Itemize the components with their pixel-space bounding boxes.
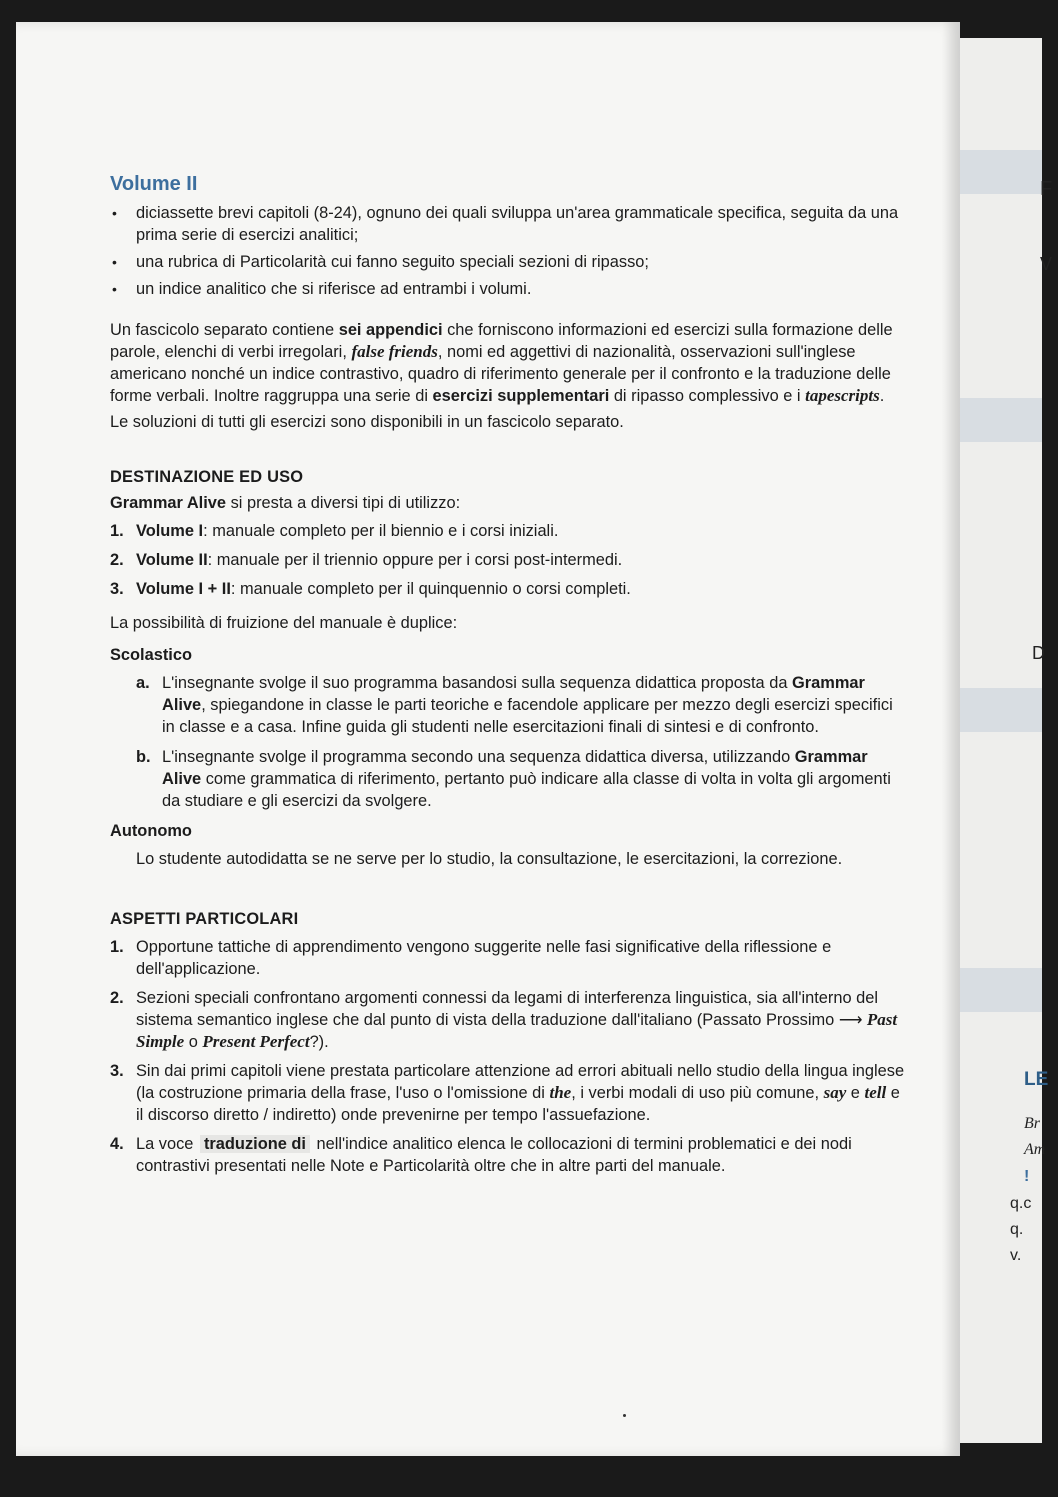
list-item: 1. Opportune tattiche di apprendimento vengono suggerite nelle fasi significative della riflessione e dell'applicazione. xyxy=(110,938,832,978)
adjacent-br: Br xyxy=(1024,1115,1040,1132)
section-heading-destinazione: DESTINAZIONE ED USO xyxy=(110,468,304,486)
arrow-icon: ⟶ xyxy=(838,1011,863,1029)
volume-list xyxy=(110,202,910,300)
volume-title: Volume II xyxy=(110,173,198,195)
adjacent-letter-f: F xyxy=(1040,178,1053,200)
scolastico-list xyxy=(110,672,910,812)
list-item: • un indice analitico che si riferisce ad entrambi i volumi. xyxy=(110,278,910,300)
destinazione-intro: Grammar Alive si presta a diversi tipi di utilizzo: xyxy=(110,494,461,512)
list-item: 4. La voce traduzione di nell'indice analitico elenca le collocazioni di termini problematici e dei nodi contrastivi presentati nelle Note e Particolarità oltre che in altre parti del manuale. xyxy=(110,1135,852,1175)
print-speck xyxy=(623,1414,626,1417)
adjacent-page-band xyxy=(958,150,1042,194)
adjacent-letter-v: V xyxy=(1040,254,1053,274)
adjacent-abbr: q. xyxy=(1010,1221,1024,1238)
adjacent-abbr: q.c xyxy=(1010,1195,1032,1212)
list-item: 2. Volume II: manuale per il triennio oppure per i corsi post-intermedi. xyxy=(110,551,623,569)
adjacent-letter-d: D xyxy=(1032,643,1045,663)
english-term: tell xyxy=(864,1083,887,1102)
list-item: b. L'insegnante svolge il programma secondo una sequenza didattica diversa, utilizzando Grammar Alive come grammatica di riferimento, pertanto può indicare alla classe di volta in volta gli argomenti da studiare e gli esercizi da svolgere. xyxy=(136,748,891,810)
page-content xyxy=(110,150,910,1184)
subheading-autonomo: Autonomo xyxy=(110,822,192,840)
list-item: • una rubrica di Particolarità cui fanno seguito speciali sezioni di ripasso; xyxy=(110,251,910,273)
soluzioni-paragraph: Le soluzioni di tutti gli esercizi sono disponibili in un fascicolo separato. xyxy=(110,413,624,431)
section-heading-aspetti: ASPETTI PARTICOLARI xyxy=(110,910,299,928)
fascicolo-paragraph: Un fascicolo separato contiene sei appendici che forniscono informazioni ed esercizi sulla formazione delle parole, elenchi di verbi irregolari, false friends, nomi ed aggettivi di nazionalità, osservazioni sull'inglese americano nonché un indice contrastivo, quadro di riferimento generale per il confronto e la traduzione delle forme verbali. Inoltre raggruppa una serie di esercizi supplementari di ripasso complessivo e i tapescripts. xyxy=(110,321,893,405)
adjacent-abbr: v. xyxy=(1010,1247,1022,1264)
emphasis: sei appendici xyxy=(338,321,443,339)
english-term: tapescripts xyxy=(805,386,880,405)
list-item: 1. Volume I: manuale completo per il biennio e i corsi iniziali. xyxy=(110,522,559,540)
list-item: • diciassette brevi capitoli (8-24), ognuno dei quali sviluppa un'area grammaticale specifica, seguita da una prima serie di esercizi analitici; xyxy=(110,202,910,246)
list-item: a. L'insegnante svolge il suo programma basandosi sulla sequenza didattica proposta da Grammar Alive, spiegandone in classe le parti teoriche e facendole applicare per mezzo degli esercizi specifici in classe e a casa. Infine guida gli studenti nelle esercitazioni finali di sintesi e di confronto. xyxy=(136,674,893,736)
adjacent-page-band xyxy=(958,968,1042,1012)
english-term: say xyxy=(823,1083,847,1102)
adjacent-am: Am xyxy=(1024,1141,1046,1158)
list-item: 3. Volume I + II: manuale completo per il quinquennio o corsi completi. xyxy=(110,580,631,598)
exclamation-icon: ! xyxy=(1024,1168,1030,1185)
highlighted-term: traduzione di xyxy=(200,1135,310,1153)
list-item: 2. Sezioni speciali confrontano argomenti connessi da legami di interferenza linguistica, sia all'interno del sistema semantico inglese che dal punto di vista della traduzione dall'italiano (Passato Prossimo ⟶ Past Simple o Present Perfect?). xyxy=(110,989,898,1051)
list-item: 3. Sin dai primi capitoli viene prestata particolare attenzione ad errori abituali nello studio della lingua inglese (la costruzione primaria della frase, l'uso o l'omissione di the, i verbi modali di uso più comune, say e tell e il discorso diretto / indiretto) onde prevenirne per tempo l'assuefazione. xyxy=(110,1062,905,1124)
english-term: Present Perfect xyxy=(202,1032,310,1051)
english-term: Past Simple xyxy=(136,1010,898,1051)
adjacent-page xyxy=(958,38,1053,1443)
autonomo-text: Lo studente autodidatta se ne serve per lo studio, la consultazione, le esercitazioni, la correzione. xyxy=(136,850,843,868)
adjacent-heading-le: LE xyxy=(1024,1069,1049,1090)
adjacent-page-band xyxy=(958,398,1042,442)
usage-list xyxy=(110,520,910,600)
english-term: the xyxy=(549,1083,572,1102)
emphasis: esercizi supplementari xyxy=(432,387,610,405)
english-term: false friends xyxy=(351,342,438,361)
fruizione-text: La possibilità di fruizione del manuale è duplice: xyxy=(110,614,458,632)
adjacent-page-band xyxy=(958,688,1042,732)
aspetti-list xyxy=(110,936,910,1177)
subheading-scolastico: Scolastico xyxy=(110,646,192,664)
